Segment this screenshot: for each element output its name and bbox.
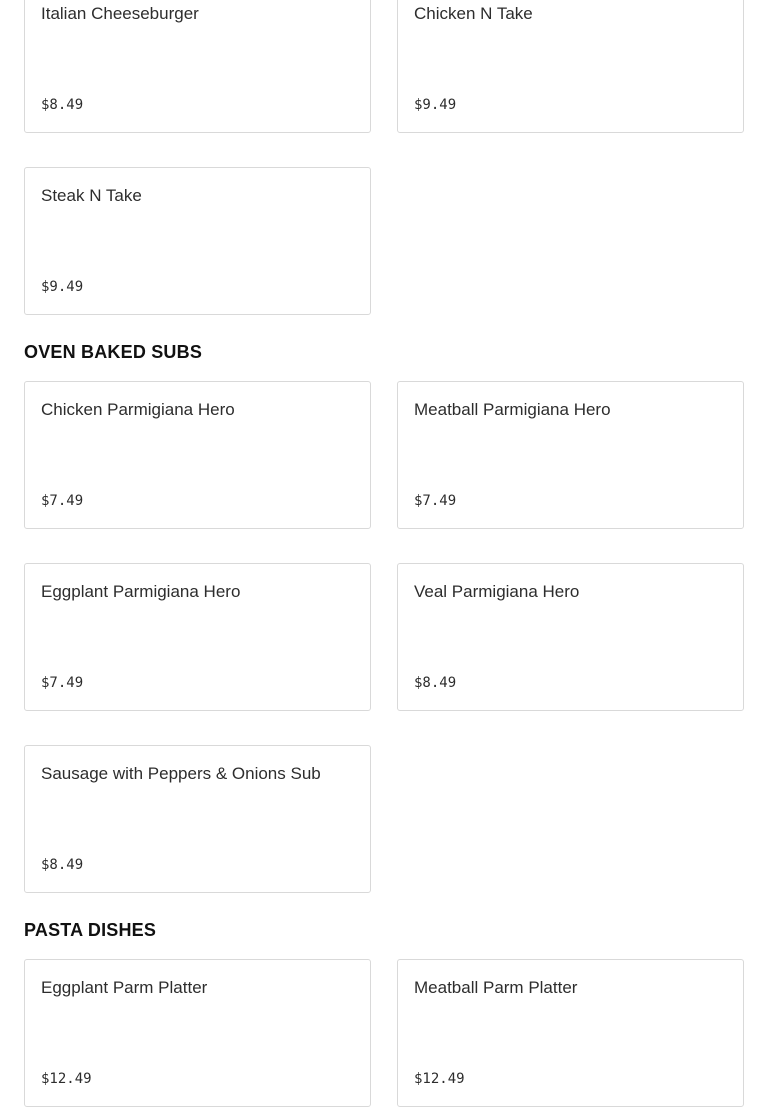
menu-item-name: Chicken Parmigiana Hero (41, 400, 235, 419)
menu-item-price: $8.49 (41, 97, 84, 113)
menu-item-name: Meatball Parmigiana Hero (414, 400, 611, 419)
menu-item-name: Steak N Take (41, 186, 142, 205)
menu-item-price: $7.49 (41, 675, 84, 691)
menu-item-name: Veal Parmigiana Hero (414, 582, 580, 601)
menu-item-price: $7.49 (414, 493, 457, 509)
menu-item-name: Meatball Parm Platter (414, 978, 578, 997)
menu-item-price: $12.49 (414, 1071, 465, 1087)
menu-item-name: Italian Cheeseburger (41, 4, 199, 23)
menu-item-card[interactable] (24, 563, 371, 711)
menu-item-name: Eggplant Parmigiana Hero (41, 582, 241, 601)
menu-item-card[interactable] (24, 381, 371, 529)
menu-item-price: $8.49 (414, 675, 457, 691)
menu-item-card[interactable] (397, 959, 744, 1107)
section-title-pasta-dishes: PASTA DISHES (24, 920, 157, 940)
menu-item-card[interactable] (24, 167, 371, 315)
menu-item-card[interactable] (24, 745, 371, 893)
menu-item-card[interactable] (24, 0, 371, 133)
menu-item-name: Chicken N Take (414, 4, 533, 23)
menu-item-name: Eggplant Parm Platter (41, 978, 208, 997)
menu-item-name: Sausage with Peppers & Onions Sub (41, 764, 321, 783)
menu-item-price: $12.49 (41, 1071, 92, 1087)
menu-item-price: $9.49 (414, 97, 457, 113)
menu-item-card[interactable] (24, 959, 371, 1107)
menu-item-price: $7.49 (41, 493, 84, 509)
section-title-oven-baked-subs: OVEN BAKED SUBS (24, 342, 203, 362)
menu-item-card[interactable] (397, 563, 744, 711)
menu-item-price: $9.49 (41, 279, 84, 295)
menu-item-price: $8.49 (41, 857, 84, 873)
menu-item-card[interactable] (397, 0, 744, 133)
menu-item-card[interactable] (397, 381, 744, 529)
